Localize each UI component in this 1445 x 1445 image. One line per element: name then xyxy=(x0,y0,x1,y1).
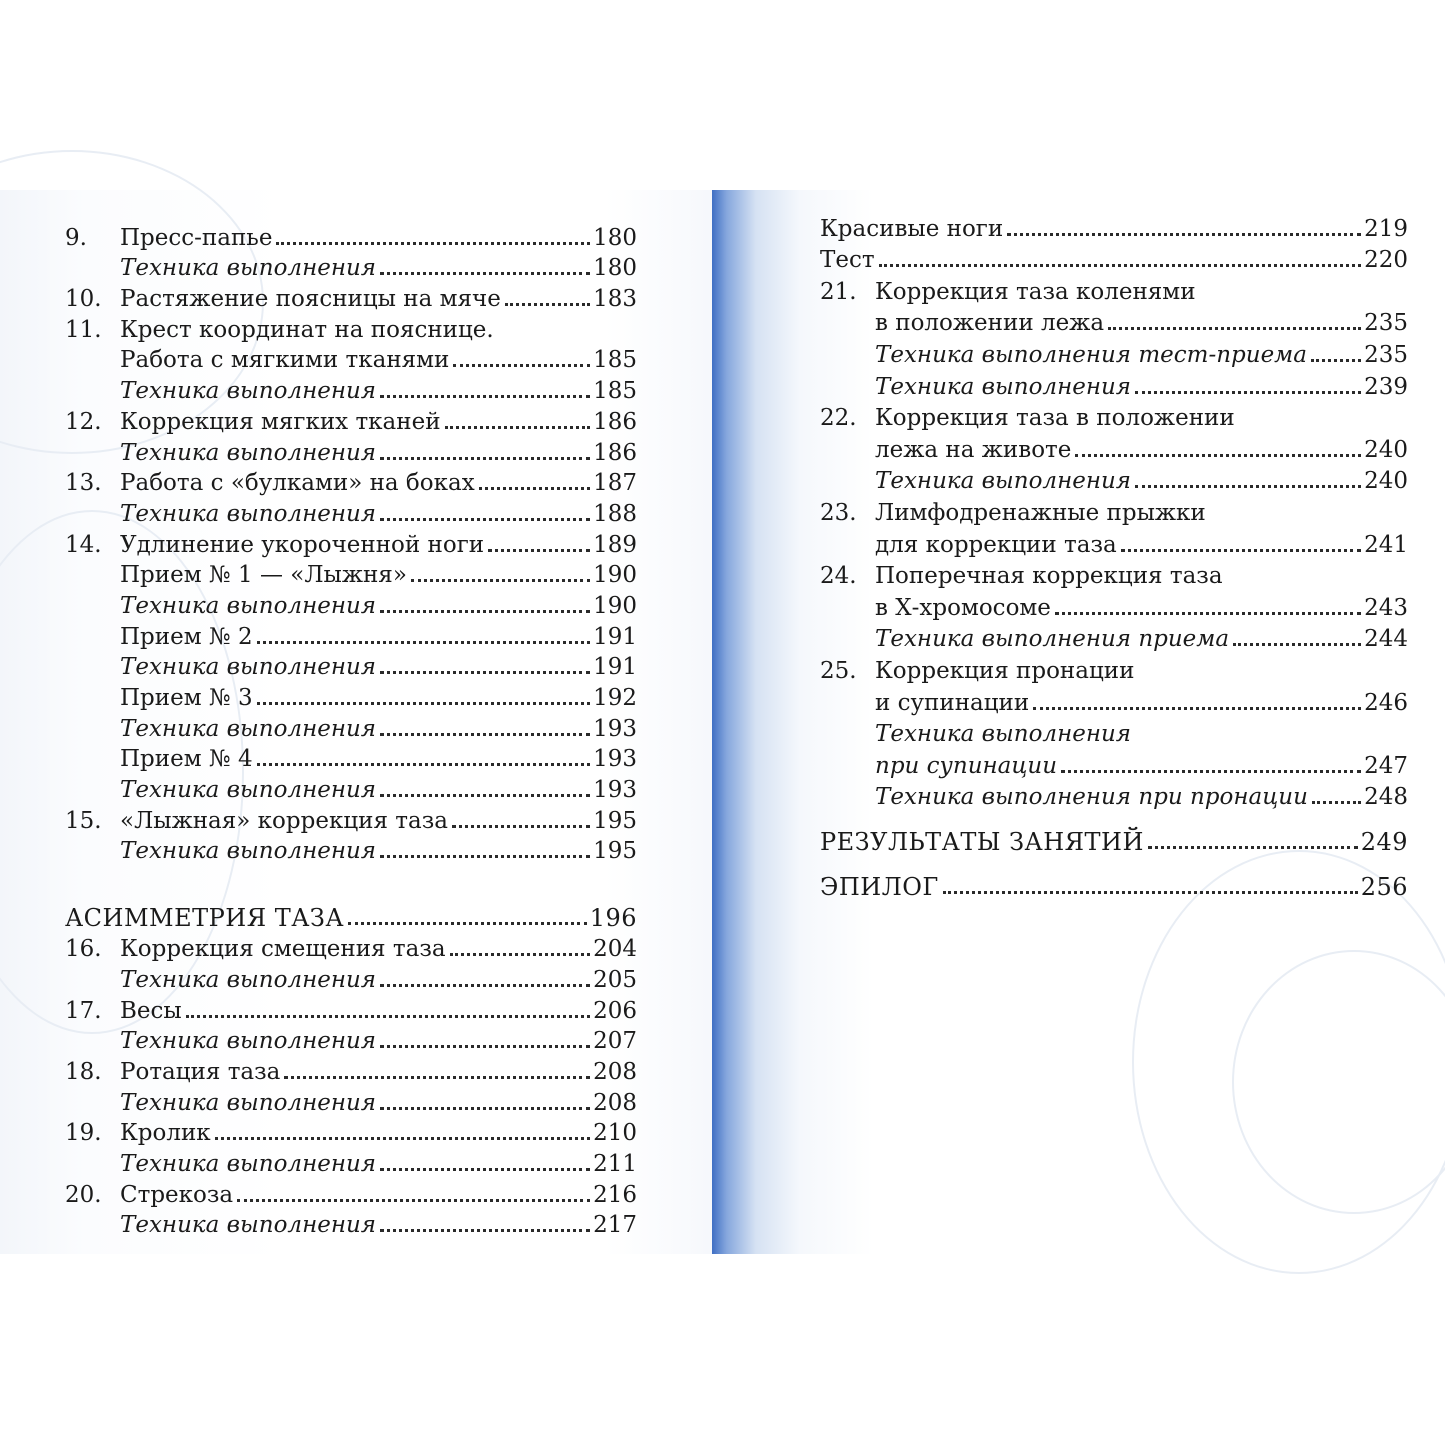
dot-leader xyxy=(380,395,590,398)
entry-title: «Лыжная» коррекция таза xyxy=(120,807,448,834)
dot-leader xyxy=(1312,801,1361,804)
entry-title: в Х-хромосоме xyxy=(875,594,1051,621)
entry-title: Работа с мягкими тканями xyxy=(120,347,450,374)
dot-leader xyxy=(348,922,587,925)
toc-entry xyxy=(820,275,1408,307)
entry-page-number: 240 xyxy=(1364,468,1408,495)
entry-title: Техника выполнения xyxy=(120,966,377,993)
toc-entry xyxy=(65,744,637,775)
entry-title: Техника выполнения xyxy=(120,1028,377,1055)
toc-entry xyxy=(820,370,1408,402)
dot-leader xyxy=(380,794,590,797)
entry-title: Прием № 2 xyxy=(120,623,253,650)
entry-title: Коррекция таза в положении xyxy=(875,405,1235,432)
entry-page-number: 207 xyxy=(593,1028,637,1055)
dot-leader xyxy=(380,671,590,674)
toc-entry xyxy=(820,718,1408,750)
entry-title: Растяжение поясницы на мяче xyxy=(120,286,501,313)
toc-entry xyxy=(65,621,637,652)
entry-page-number: 186 xyxy=(593,408,637,435)
entry-number: 21. xyxy=(820,278,857,305)
dot-leader xyxy=(1007,233,1361,236)
entry-number: 15. xyxy=(65,807,102,834)
entry-title: Кролик xyxy=(120,1120,211,1147)
entry-page-number: 248 xyxy=(1364,784,1408,811)
entry-page-number: 235 xyxy=(1364,341,1408,368)
dot-leader xyxy=(380,1168,590,1171)
entry-number: 22. xyxy=(820,405,857,432)
dot-leader xyxy=(943,891,1358,894)
toc-entry xyxy=(65,995,637,1026)
entry-title: Техника выполнения xyxy=(120,715,377,742)
entry-page-number: 189 xyxy=(593,531,637,558)
entry-title: Техника выполнения xyxy=(120,777,377,804)
toc-entry xyxy=(820,686,1408,718)
section-title: РЕЗУЛЬТАТЫ ЗАНЯТИЙ xyxy=(820,828,1144,857)
toc-entry xyxy=(820,528,1408,560)
entry-number: 19. xyxy=(65,1120,102,1147)
entry-title: Крест координат на пояснице. xyxy=(120,316,494,343)
dot-leader xyxy=(186,1015,590,1018)
entry-title: Весы xyxy=(120,997,182,1024)
dot-leader xyxy=(380,1045,590,1048)
dot-leader xyxy=(453,364,590,367)
toc-entry xyxy=(65,468,637,499)
toc-entry xyxy=(65,529,637,560)
section-page-number: 249 xyxy=(1360,828,1408,857)
entry-page-number: 193 xyxy=(593,777,637,804)
toc-entry xyxy=(65,964,637,995)
entry-title: Техника выполнения xyxy=(120,592,377,619)
entry-page-number: 185 xyxy=(593,378,637,405)
entry-title: лежа на животе xyxy=(875,436,1072,463)
entry-page-number: 191 xyxy=(593,654,637,681)
toc-entry xyxy=(820,244,1408,276)
entry-page-number: 186 xyxy=(593,439,637,466)
entry-title: для коррекции таза xyxy=(875,531,1117,558)
entry-title: Прием № 3 xyxy=(120,685,253,711)
entry-title: Коррекция таза коленями xyxy=(875,278,1196,305)
toc-entry xyxy=(65,437,637,468)
section-page-number: 256 xyxy=(1360,873,1408,902)
left-table-of-contents xyxy=(65,222,637,1240)
entry-number: 23. xyxy=(820,499,857,526)
entry-title: Удлинение укороченной ноги xyxy=(120,531,485,558)
entry-page-number: 246 xyxy=(1364,689,1408,716)
entry-page-number: 205 xyxy=(593,966,637,993)
toc-entry xyxy=(65,652,637,683)
dot-leader xyxy=(1135,485,1361,488)
toc-entry xyxy=(65,1026,637,1057)
entry-page-number: 243 xyxy=(1364,594,1408,621)
dot-leader xyxy=(452,825,590,828)
spacer xyxy=(65,866,637,888)
entry-title: Техника выполнения тест-приема xyxy=(875,341,1307,368)
entry-page-number: 193 xyxy=(593,746,637,773)
toc-entry xyxy=(65,1179,637,1210)
toc-entry xyxy=(65,1148,637,1179)
entry-title: Техника выполнения xyxy=(120,500,377,527)
toc-entry xyxy=(65,933,637,964)
entry-title: Красивые ноги xyxy=(820,215,1004,242)
dot-leader xyxy=(380,457,590,460)
toc-entry xyxy=(65,590,637,621)
toc-entry xyxy=(65,314,637,345)
toc-entry xyxy=(65,1210,637,1241)
toc-entry xyxy=(820,654,1408,686)
toc-entry xyxy=(65,283,637,314)
entry-page-number: 206 xyxy=(593,997,637,1024)
entry-number: 25. xyxy=(820,657,857,684)
entry-page-number: 210 xyxy=(593,1120,637,1147)
dot-leader xyxy=(1121,549,1361,552)
toc-entry xyxy=(65,1087,637,1118)
entry-page-number: 190 xyxy=(593,562,637,589)
toc-entry xyxy=(820,781,1408,813)
entry-title: Техника выполнения xyxy=(875,468,1132,495)
entry-title: Техника выполнения xyxy=(120,439,377,466)
dot-leader xyxy=(411,579,590,582)
toc-entry xyxy=(65,682,637,713)
dot-leader xyxy=(1055,612,1361,615)
dot-leader xyxy=(1075,454,1361,457)
dot-leader xyxy=(380,272,590,275)
entry-title: при супинации xyxy=(875,752,1058,779)
entry-page-number: 217 xyxy=(593,1212,637,1239)
dot-leader xyxy=(1033,707,1361,710)
entry-page-number: 192 xyxy=(593,685,637,711)
dot-leader xyxy=(1061,770,1361,773)
toc-entry xyxy=(820,749,1408,781)
toc-entry xyxy=(820,212,1408,244)
entry-number: 10. xyxy=(65,286,102,313)
entry-number: 16. xyxy=(65,936,102,963)
entry-title: Техника выполнения xyxy=(120,654,377,681)
entry-title: Тест xyxy=(820,247,875,274)
entry-page-number: 235 xyxy=(1364,310,1408,337)
toc-section-heading xyxy=(820,812,1408,857)
dot-leader xyxy=(380,733,590,736)
entry-title: Техника выполнения xyxy=(120,378,377,405)
dot-leader xyxy=(1108,327,1361,330)
toc-entry xyxy=(820,591,1408,623)
entry-title: Техника выполнения xyxy=(875,373,1132,400)
entry-page-number: 208 xyxy=(593,1058,637,1085)
entry-page-number: 239 xyxy=(1364,373,1408,400)
dot-leader xyxy=(215,1137,590,1140)
entry-page-number: 204 xyxy=(593,936,637,963)
toc-entry xyxy=(820,402,1408,434)
entry-title: Поперечная коррекция таза xyxy=(875,563,1223,590)
dot-leader xyxy=(505,303,590,306)
entry-title: Пресс-папье xyxy=(120,224,273,251)
entry-page-number: 211 xyxy=(593,1150,637,1177)
dot-leader xyxy=(380,610,590,613)
dot-leader xyxy=(284,1076,590,1079)
dot-leader xyxy=(380,1229,590,1232)
dot-leader xyxy=(257,702,590,705)
entry-page-number: 216 xyxy=(593,1181,637,1208)
dot-leader xyxy=(380,518,590,521)
entry-title: Коррекция пронации xyxy=(875,657,1135,684)
toc-entry xyxy=(820,465,1408,497)
entry-page-number: 193 xyxy=(593,715,637,742)
entry-page-number: 183 xyxy=(593,286,637,313)
entry-title: Техника выполнения xyxy=(120,838,377,865)
entry-title: Прием № 4 xyxy=(120,746,253,773)
dot-leader xyxy=(1148,846,1358,849)
entry-number: 11. xyxy=(65,316,102,343)
entry-title: Техника выполнения xyxy=(120,255,377,282)
toc-entry xyxy=(65,406,637,437)
toc-entry xyxy=(65,253,637,284)
entry-page-number: 188 xyxy=(593,500,637,527)
entry-title: в положении лежа xyxy=(875,310,1105,337)
entry-title: Лимфодренажные прыжки xyxy=(875,499,1206,526)
entry-page-number: 240 xyxy=(1364,436,1408,463)
entry-number: 12. xyxy=(65,408,102,435)
entry-page-number: 187 xyxy=(593,470,637,497)
entry-title: Стрекоза xyxy=(120,1181,234,1208)
entry-page-number: 190 xyxy=(593,592,637,619)
toc-section-heading xyxy=(65,888,637,933)
entry-page-number: 195 xyxy=(593,807,637,834)
dot-leader xyxy=(1135,391,1361,394)
right-table-of-contents xyxy=(820,212,1408,902)
entry-page-number: 180 xyxy=(593,255,637,282)
entry-number: 13. xyxy=(65,470,102,497)
toc-entry xyxy=(820,496,1408,528)
toc-entry xyxy=(65,375,637,406)
toc-entry xyxy=(65,1118,637,1149)
toc-entry xyxy=(65,805,637,836)
entry-number: 14. xyxy=(65,531,102,558)
entry-title: Техника выполнения при пронации xyxy=(875,784,1308,811)
entry-page-number: 220 xyxy=(1364,247,1408,274)
toc-entry xyxy=(65,774,637,805)
dot-leader xyxy=(380,855,590,858)
dot-leader xyxy=(450,953,591,956)
dot-leader xyxy=(257,763,590,766)
dot-leader xyxy=(276,242,590,245)
toc-entry xyxy=(65,560,637,591)
entry-page-number: 180 xyxy=(593,224,637,251)
toc-entry xyxy=(820,338,1408,370)
toc-entry xyxy=(820,433,1408,465)
toc-section-heading xyxy=(820,857,1408,902)
entry-title: Коррекция смещения таза xyxy=(120,936,446,963)
dot-leader xyxy=(879,264,1362,267)
toc-entry xyxy=(65,498,637,529)
dot-leader xyxy=(1233,643,1361,646)
toc-entry xyxy=(65,222,637,253)
entry-number: 17. xyxy=(65,997,102,1024)
entry-number: 9. xyxy=(65,224,87,251)
entry-title: Техника выполнения xyxy=(120,1212,377,1239)
entry-title: Прием № 1 — «Лыжня» xyxy=(120,562,407,589)
toc-entry xyxy=(820,560,1408,592)
entry-number: 24. xyxy=(820,563,857,590)
section-title: ЭПИЛОГ xyxy=(820,873,939,902)
dot-leader xyxy=(380,984,590,987)
entry-title: Ротация таза xyxy=(120,1058,281,1085)
toc-entry xyxy=(65,713,637,744)
entry-number: 18. xyxy=(65,1058,102,1085)
entry-title: Работа с «булками» на боках xyxy=(120,470,475,497)
dot-leader xyxy=(479,487,590,490)
toc-entry xyxy=(820,307,1408,339)
entry-page-number: 195 xyxy=(593,838,637,865)
toc-entry xyxy=(820,623,1408,655)
toc-entry xyxy=(65,1056,637,1087)
entry-page-number: 241 xyxy=(1364,531,1408,558)
dot-leader xyxy=(380,1107,590,1110)
entry-page-number: 219 xyxy=(1364,215,1408,242)
toc-entry xyxy=(65,836,637,867)
section-page-number: 196 xyxy=(589,904,637,933)
dot-leader xyxy=(488,549,590,552)
entry-title: Техника выполнения xyxy=(120,1089,377,1116)
dot-leader xyxy=(1311,359,1361,362)
entry-page-number: 247 xyxy=(1364,752,1408,779)
toc-entry xyxy=(65,345,637,376)
dot-leader xyxy=(445,426,591,429)
dot-leader xyxy=(257,641,590,644)
section-title: АСИММЕТРИЯ ТАЗА xyxy=(65,904,345,933)
entry-title: Техника выполнения приема xyxy=(875,626,1230,653)
dot-leader xyxy=(237,1199,590,1202)
entry-page-number: 185 xyxy=(593,347,637,374)
entry-title: Техника выполнения xyxy=(875,721,1132,748)
entry-title: Коррекция мягких тканей xyxy=(120,408,441,435)
entry-title: и супинации xyxy=(875,689,1030,716)
entry-page-number: 244 xyxy=(1364,626,1408,653)
entry-number: 20. xyxy=(65,1181,102,1208)
entry-page-number: 208 xyxy=(593,1089,637,1116)
entry-title: Техника выполнения xyxy=(120,1150,377,1177)
entry-page-number: 191 xyxy=(593,623,637,650)
